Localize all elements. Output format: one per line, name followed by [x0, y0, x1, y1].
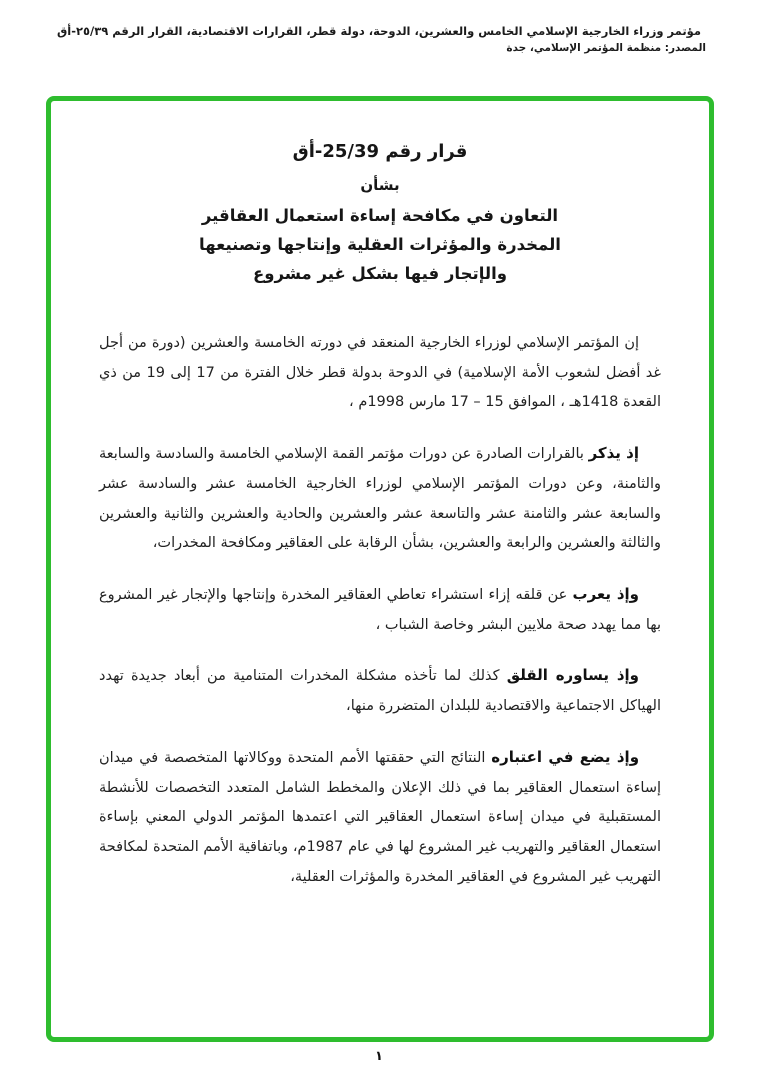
paragraph-lead: إذ يذكر: [588, 444, 640, 463]
resolution-regarding-label: بشأن: [360, 176, 400, 194]
paragraph-lead: وإذ يساوره القلق: [506, 666, 639, 685]
resolution-subject-line-2: المخدرة والمؤثرات العقلية وإنتاجها وتصنيعها: [199, 235, 561, 254]
header-source-line: مؤتمر وزراء الخارجية الإسلامي الخامس والعشرين، الدوحة، دولة قطر، القرارات الاقتصادية، القرار الرقم ٢٥/٣٩-أق: [56, 24, 701, 38]
paragraph-text: عن قلقه إزاء استشراء تعاطي العقاقير المخدرة وإنتاجها والإتجار غير المشروع بها مما يهدد صحة ملايين البشر وخاصة الشباب ،: [99, 587, 661, 633]
resolution-paragraph: [99, 327, 661, 418]
paragraph-text: بالقرارات الصادرة عن دورات مؤتمر القمة الإسلامي الخامسة والسادسة والسابعة والثامنة، وعن دورات المؤتمر الإسلامي لوزراء الخارجية الخامسة عشر والسادسة عشر والسابعة عشر والثامنة عشر والتاسعة عشر والعشرين والحادية والعشرين والثانية والعشرين والثالثة والعشرين والرابعة والعشرين، بشأن الرقابة على العقاقير ومكافحة المخدرات،: [99, 446, 661, 552]
paragraph-lead: وإذ يعرب: [572, 585, 640, 604]
paragraph-text: إن المؤتمر الإسلامي لوزراء الخارجية المنعقد في دورته الخامسة والعشرين (دورة من أجل غد أفضل لشعوب الأمة الإسلامية) في الدوحة بدولة قطر خلال الفترة من 17 إلى 19 من ذي القعدة 1418هـ ، الموافق 15 – 17 مارس 1998م ،: [99, 335, 661, 411]
document-border-frame: [46, 96, 714, 1042]
paragraph-text: كذلك لما تأخذه مشكلة المخدرات المتنامية من أبعاد جديدة تهدد الهياكل الاجتماعية والاقتصادية للبلدان المتضررة منها،: [99, 668, 661, 715]
resolution-subject-line-3: والإتجار فيها بشكل غير مشروع: [252, 264, 508, 283]
header-publisher-line: المصدر: منظمة المؤتمر الإسلامي، جدة: [506, 42, 706, 54]
page-number: ١: [375, 1049, 383, 1064]
resolution-subject-line-1: التعاون في مكافحة إساءة استعمال العقاقير: [201, 206, 559, 225]
resolution-title-block: [99, 141, 661, 283]
document-header: [40, 24, 718, 54]
resolution-paragraph: [99, 742, 661, 893]
resolution-paragraph: [99, 660, 661, 721]
resolution-paragraph: [99, 579, 661, 640]
paragraph-text: النتائج التي حققتها الأمم المتحدة ووكالاتها المتخصصة في ميدان إساءة استعمال العقاقير بما في ذلك الإعلان والمخطط الشامل المتعدد التخصصات للأنشطة المستقبلية في ميدان إساءة استعمال العقاقير التي اعتمدها المؤتمر الدولي المعني بإساءة استعمال العقاقير والتهريب غير المشروع لها في عام 1987م، وباتفاقية الأمم المتحدة لمكافحة التهريب غير المشروع في العقاقير المخدرة والمؤثرات العقلية،: [99, 749, 661, 885]
paragraph-lead: وإذ يضع في اعتباره: [491, 747, 640, 766]
resolution-body: [99, 327, 661, 893]
resolution-paragraph: [99, 438, 661, 559]
document-content: [99, 141, 661, 1017]
resolution-number: قرار رقم 25/39-أق: [292, 141, 468, 162]
